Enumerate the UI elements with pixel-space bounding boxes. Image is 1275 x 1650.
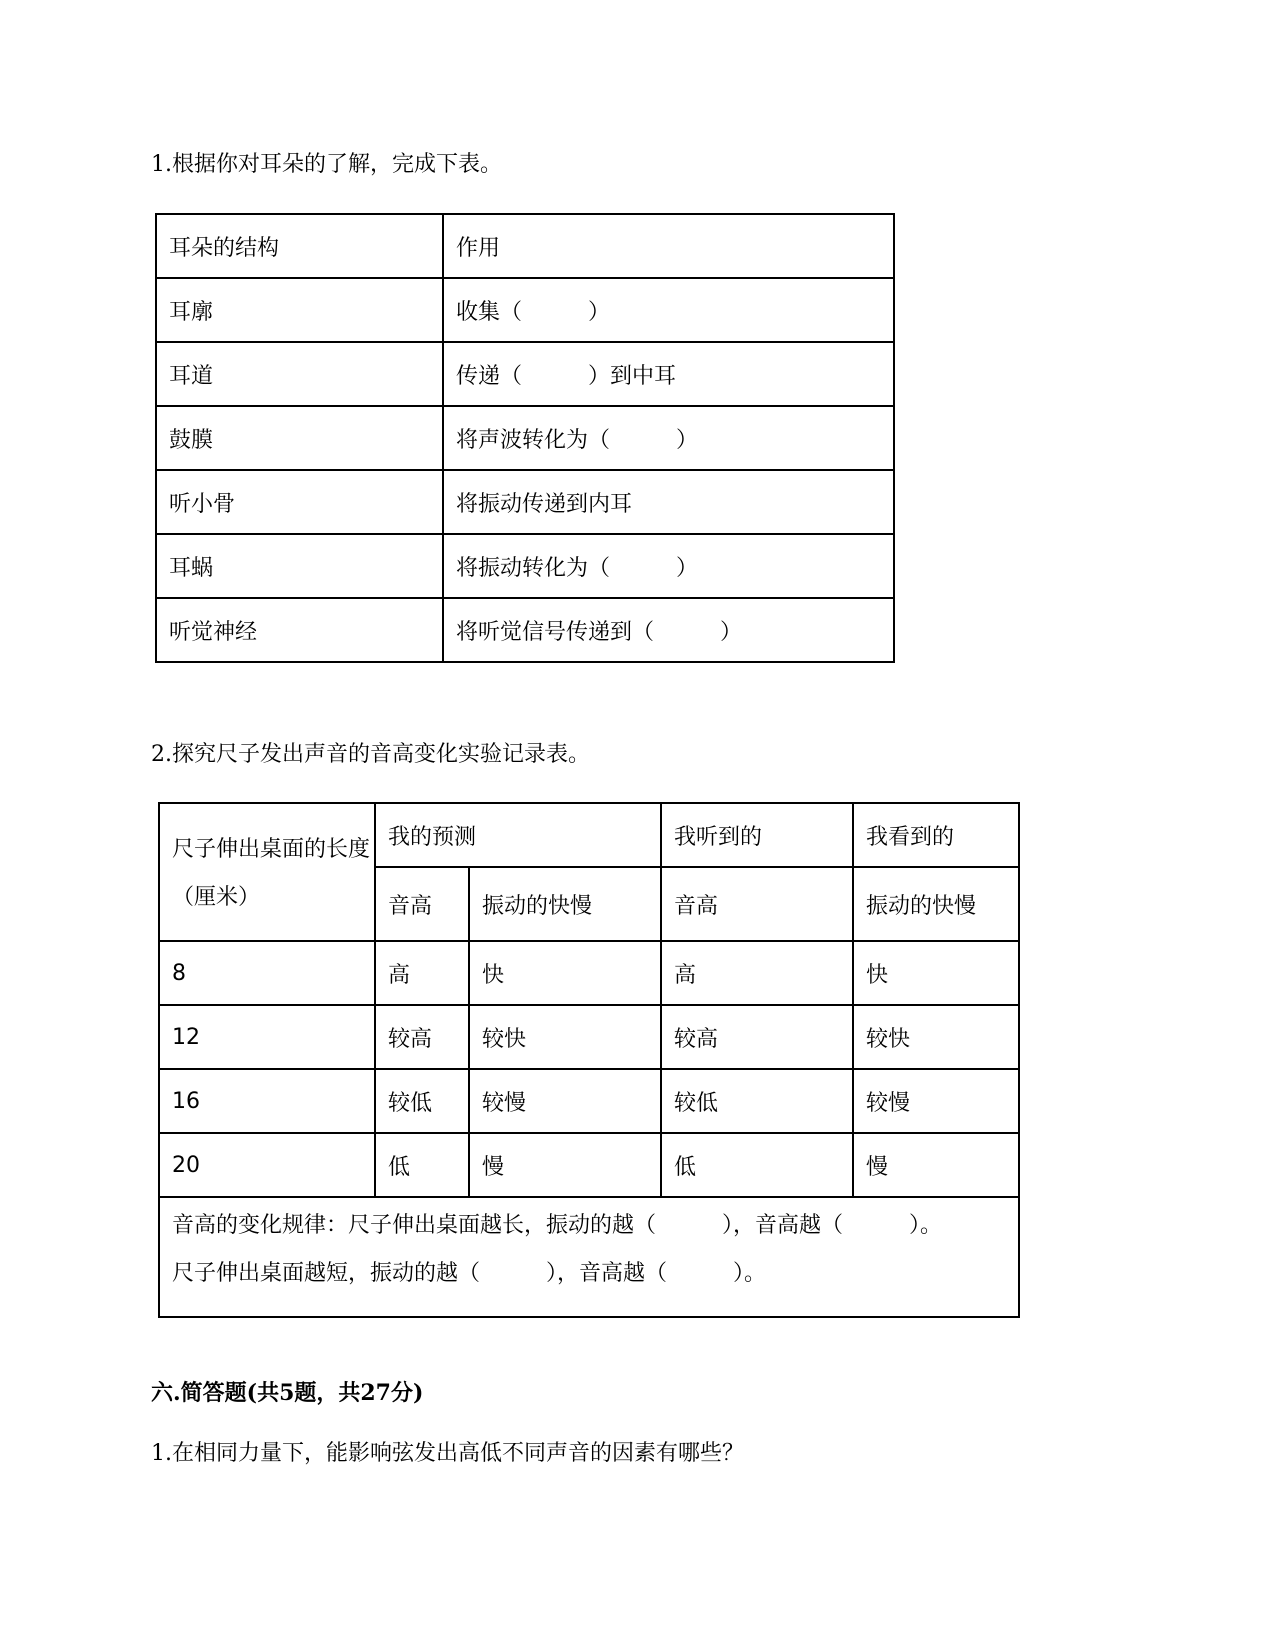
pitch-rule-line-1: 音高的变化规律：尺子伸出桌面越长，振动的越（ ），音高越（ ）。: [172, 1213, 943, 1238]
table-footer-row: [159, 1197, 1019, 1317]
length-cell: 12: [159, 1005, 375, 1069]
sub-pitch: 音高: [375, 867, 469, 941]
table-row: [159, 941, 1019, 1005]
structure-cell: 听小骨: [156, 470, 443, 534]
value-cell: 较慢: [853, 1069, 1019, 1133]
value-cell: 低: [661, 1133, 853, 1197]
question-2-title: 2.探究尺子发出声音的音高变化实验记录表。: [151, 742, 590, 767]
value-cell: 较低: [661, 1069, 853, 1133]
value-cell: 较高: [375, 1005, 469, 1069]
value-cell: 高: [661, 941, 853, 1005]
header-function: 作用: [443, 214, 894, 278]
section-6-heading: 六.简答题(共5题，共27分): [151, 1380, 424, 1406]
table-header-row: [156, 214, 894, 278]
value-cell: 慢: [469, 1133, 661, 1197]
function-cell: 将听觉信号传递到（ ）: [443, 598, 894, 662]
structure-cell: 鼓膜: [156, 406, 443, 470]
value-cell: 低: [375, 1133, 469, 1197]
sub-speed: 振动的快慢: [853, 867, 1019, 941]
table-row: [156, 598, 894, 662]
pitch-rule-line-2: 尺子伸出桌面越短，振动的越（ ），音高越（ ）。: [172, 1261, 767, 1286]
value-cell: 快: [469, 941, 661, 1005]
value-cell: 较低: [375, 1069, 469, 1133]
group-seen: 我看到的: [853, 803, 1019, 867]
value-cell: 慢: [853, 1133, 1019, 1197]
pitch-rule-cell: [159, 1197, 1019, 1317]
value-cell: 较慢: [469, 1069, 661, 1133]
sub-speed: 振动的快慢: [469, 867, 661, 941]
function-cell: 收集（ ）: [443, 278, 894, 342]
value-cell: 较快: [853, 1005, 1019, 1069]
table-row: [156, 534, 894, 598]
value-cell: 较快: [469, 1005, 661, 1069]
structure-cell: 耳道: [156, 342, 443, 406]
structure-cell: 听觉神经: [156, 598, 443, 662]
table-row: [156, 342, 894, 406]
question-1-title: 1.根据你对耳朵的了解，完成下表。: [151, 152, 502, 177]
function-cell: 将声波转化为（ ）: [443, 406, 894, 470]
function-cell: 将振动转化为（ ）: [443, 534, 894, 598]
value-cell: 快: [853, 941, 1019, 1005]
length-cell: 16: [159, 1069, 375, 1133]
table-row: [159, 1133, 1019, 1197]
structure-cell: 耳蜗: [156, 534, 443, 598]
table-row: [159, 1069, 1019, 1133]
group-prediction: 我的预测: [375, 803, 661, 867]
table-header-row: [159, 803, 1019, 867]
function-cell: 传递（ ）到中耳: [443, 342, 894, 406]
ruler-pitch-table: [158, 802, 1020, 1318]
ear-structure-table: [155, 213, 895, 663]
structure-cell: 耳廓: [156, 278, 443, 342]
sub-pitch: 音高: [661, 867, 853, 941]
function-cell: 将振动传递到内耳: [443, 470, 894, 534]
value-cell: 高: [375, 941, 469, 1005]
length-cell: 8: [159, 941, 375, 1005]
group-heard: 我听到的: [661, 803, 853, 867]
table-row: [156, 406, 894, 470]
table-row: [159, 1005, 1019, 1069]
table-row: [156, 278, 894, 342]
header-structure: 耳朵的结构: [156, 214, 443, 278]
value-cell: 较高: [661, 1005, 853, 1069]
length-cell: 20: [159, 1133, 375, 1197]
short-answer-question-1: 1.在相同力量下，能影响弦发出高低不同声音的因素有哪些？: [151, 1441, 744, 1466]
table-row: [156, 470, 894, 534]
length-header: 尺子伸出桌面的长度（厘米）: [159, 803, 375, 941]
